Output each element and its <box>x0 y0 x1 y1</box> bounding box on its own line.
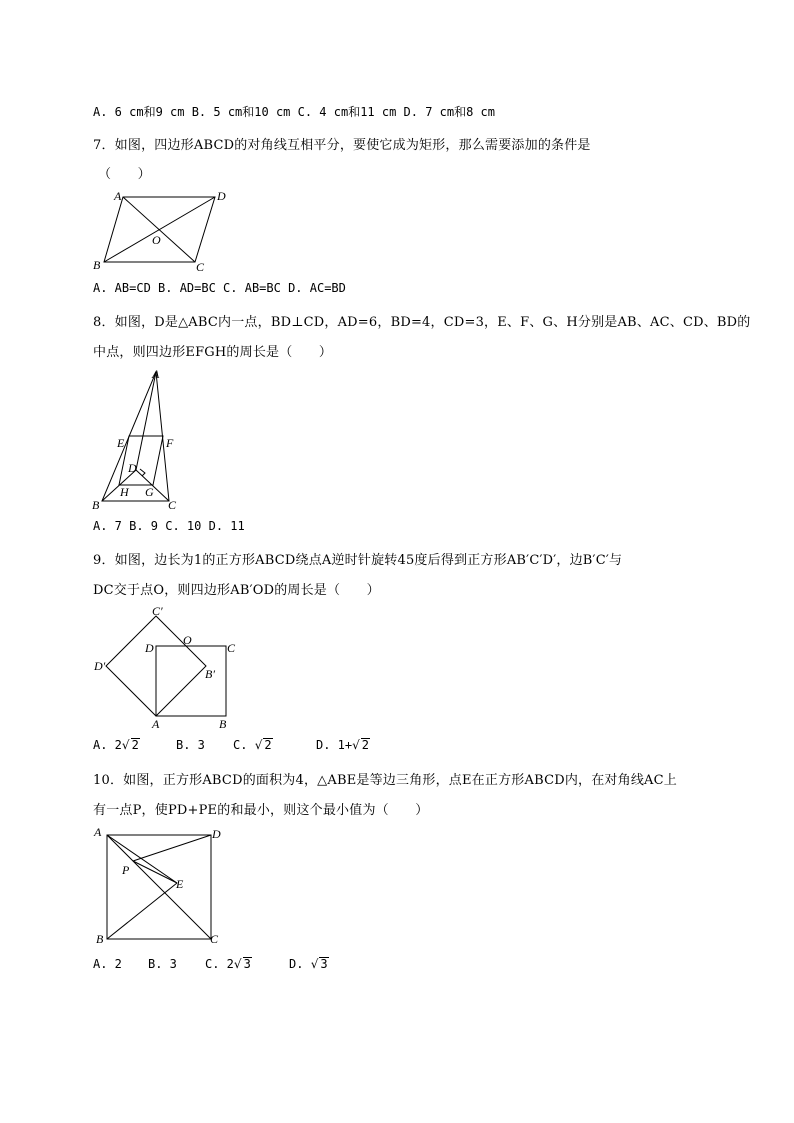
q7-paren: （ ） <box>98 167 151 182</box>
q7-label-a: A <box>114 189 122 203</box>
q9-label-b: B <box>219 717 227 731</box>
q7-label-c: C <box>196 260 205 274</box>
q9-option-a: A. 2√ 2 <box>93 738 139 752</box>
q8-figure <box>88 362 188 512</box>
q10-label-a: A <box>94 825 102 839</box>
q10-option-a: A. 2 <box>93 957 122 971</box>
q9-option-d: D. 1+√ 2 <box>316 738 370 752</box>
q7-stem: 7．如图，四边形ABCD的对角线互相平分，要使它成为矩形，那么需要添加的条件是 <box>93 138 591 153</box>
q9-stem-line2: DC交于点O，则四边形AB′OD的周长是（ ） <box>93 583 380 598</box>
q8-segment-ad <box>136 372 156 470</box>
q9-option-b: B. 3 <box>176 738 205 752</box>
q8-label-c: C <box>168 498 177 512</box>
q10-segment-ae <box>107 835 177 883</box>
q9-label-d: D <box>145 641 154 655</box>
q9-option-c: C. √ 2 <box>233 738 272 752</box>
q10-option-d: D. √ 3 <box>289 957 328 971</box>
q10-label-d: D <box>212 827 221 841</box>
q7-label-d: D <box>217 189 226 203</box>
q10-option-c: C. 2√ 3 <box>205 957 251 971</box>
q8-label-a: A <box>152 367 160 381</box>
q8-label-e: E <box>117 436 125 450</box>
q10-figure <box>90 822 230 947</box>
q10-label-p: P <box>122 863 130 877</box>
q8-options: A. 7 B. 9 C. 10 D. 11 <box>93 519 245 533</box>
q8-label-g: G <box>145 485 154 499</box>
q8-label-f: F <box>166 436 174 450</box>
q8-label-b: B <box>92 498 100 512</box>
q6-options: A. 6 cm和9 cm B. 5 cm和10 cm C. 4 cm和11 cm D. 7 cm和8 cm <box>93 105 496 119</box>
q7-options: A. AB=CD B. AD=BC C. AB=BC D. AC=BD <box>93 281 346 295</box>
q10-stem-line2: 有一点P，使PD+PE的和最小，则这个最小值为（ ） <box>93 803 429 818</box>
q10-segment-pe <box>133 861 177 883</box>
q10-diagonal-ac <box>107 835 211 939</box>
q9-label-d1: D′ <box>94 659 106 673</box>
q7-label-o: O <box>152 233 161 247</box>
q9-label-c: C <box>227 641 236 655</box>
q9-stem-line1: 9．如图，边长为1的正方形ABCD绕点A逆时针旋转45度后得到正方形AB′C′D′，边B′C′与 <box>93 553 623 568</box>
q8-label-d: D <box>128 461 137 475</box>
q7-label-b: B <box>93 258 101 272</box>
q10-segment-dp <box>133 835 211 861</box>
q8-stem-line1: 8．如图，D是△ABC内一点，BD⊥CD，AD=6，BD=4，CD=3，E、F、G、H分别是AB、AC、CD、BD的 <box>93 315 751 330</box>
q10-label-b: B <box>96 932 104 946</box>
q9-label-b1: B′ <box>205 667 215 681</box>
q10-label-e: E <box>176 877 184 891</box>
q10-stem-line1: 10．如图，正方形ABCD的面积为4，△ABE是等边三角形，点E在正方形ABCD内，在对角线AC上 <box>93 773 677 788</box>
q10-segment-be <box>107 883 177 939</box>
q9-label-a: A <box>152 717 160 731</box>
q8-label-h: H <box>120 485 129 499</box>
q10-label-c: C <box>210 932 219 946</box>
q10-option-b: B. 3 <box>148 957 177 971</box>
q9-figure <box>90 600 250 735</box>
q9-label-o: O <box>183 633 192 647</box>
q7-figure <box>90 185 240 275</box>
q9-label-c1: C′ <box>152 604 163 618</box>
q8-stem-line2: 中点，则四边形EFGH的周长是（ ） <box>93 345 333 360</box>
